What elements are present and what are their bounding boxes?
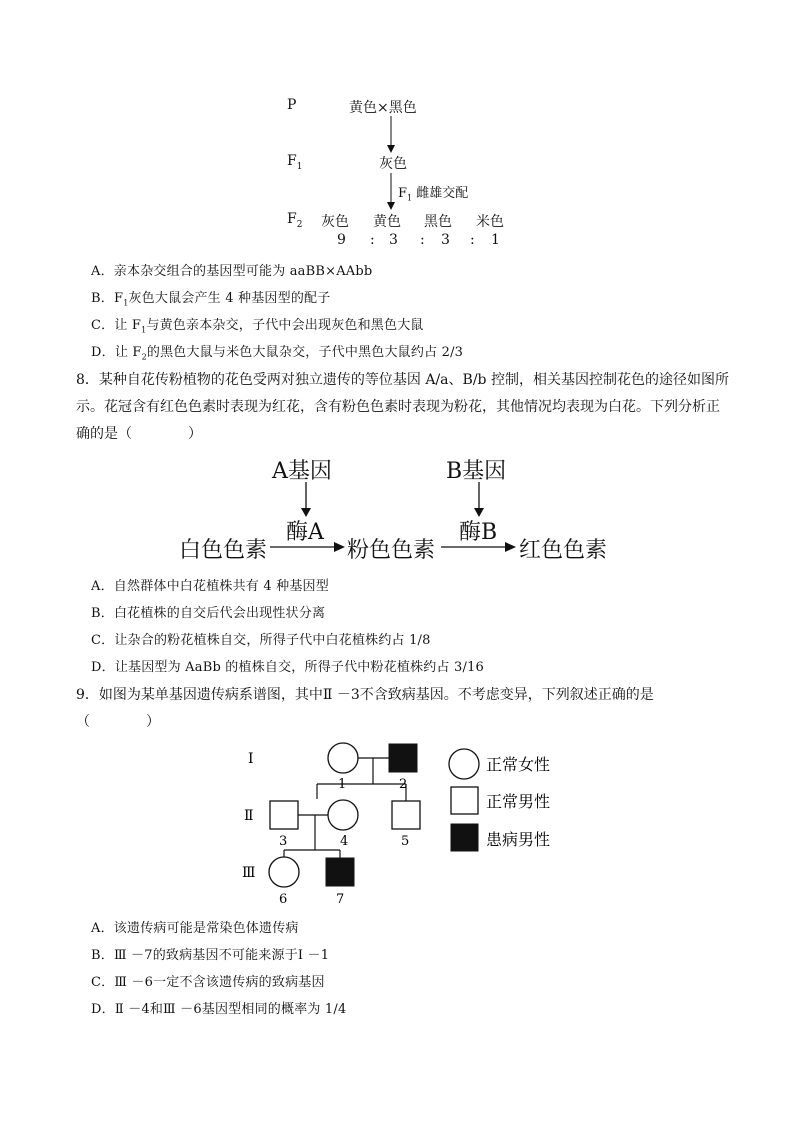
individual-number: 1 — [338, 777, 347, 792]
cross-arrow-2 — [384, 173, 398, 211]
q9-option-b: B．Ⅲ －7的致病基因不可能来源于Ⅰ －1 — [91, 948, 330, 963]
legend-affected-male-symbol — [451, 824, 478, 851]
p-cross-text: 黄色×黑色 — [349, 100, 417, 116]
individual-number: 4 — [340, 834, 349, 849]
legend-normal-male-symbol — [451, 787, 478, 814]
f2-phenotype: 灰色 — [321, 214, 349, 230]
pedigree-i1-normal-female — [328, 743, 358, 773]
legend-affected-male-label: 患病男性 — [486, 830, 551, 849]
q9-stem-line: （ ） — [76, 714, 160, 730]
f1-generation-label: $F_1$ — [287, 153, 303, 172]
q8-option-c: C．让杂合的粉花植株自交，所得子代中白花植株约占 1/8 — [91, 633, 431, 648]
enzyme-b-label: 酶B — [459, 520, 498, 545]
q7-option-b: B．$F_1$灰色大鼠会产生 4 种基因型的配子 — [91, 291, 331, 308]
q7-option-a: A．亲本杂交组合的基因型可能为 aaBB×AAbb — [91, 264, 373, 279]
generation-label: Ⅰ — [248, 751, 254, 767]
f2-generation-label: $F_2$ — [287, 211, 303, 230]
p-generation-label: P — [287, 97, 297, 113]
generation-label: Ⅱ — [244, 808, 254, 824]
q8-stem-line: 示。花冠含有红色色素时表现为红花，含有粉色色素时表现为粉花，其他情况均表现为白花。下列分析正 — [76, 399, 720, 415]
individual-number: 6 — [279, 892, 288, 907]
white-pigment-label: 白色色素 — [179, 538, 268, 563]
q9-option-d: D．Ⅱ －4和Ⅲ －6基因型相同的概率为 1/4 — [91, 1002, 347, 1017]
ratio-separator: : — [370, 232, 375, 248]
gene-b-arrow — [472, 482, 486, 518]
reaction-arrow-2 — [441, 540, 517, 554]
ratio-value: 3 — [389, 232, 398, 248]
mating-label: $F_1$ 雌雄交配 — [398, 186, 469, 203]
pedigree-ii5-normal-male — [392, 801, 420, 829]
q8-option-d: D．让基因型为 AaBb 的植株自交，所得子代中粉花植株约占 3/16 — [91, 660, 485, 675]
q7-option-c: C．让 $F_1$与黄色亲本杂交，子代中会出现灰色和黑色大鼠 — [91, 318, 424, 335]
pedigree-iii7-affected-male — [326, 858, 354, 886]
q9-option-c: C．Ⅲ －6一定不含该遗传病的致病基因 — [91, 975, 325, 990]
ratio-value: 3 — [441, 232, 450, 248]
ratio-separator: : — [470, 232, 475, 248]
individual-number: 3 — [279, 834, 288, 849]
cross-arrow-1 — [384, 116, 398, 154]
q7-option-d: D．让 $F_2$的黑色大鼠与米色大鼠杂交，子代中黑色大鼠约占 2/3 — [91, 345, 464, 362]
gene-a-label: A基因 — [272, 459, 332, 484]
gene-a-arrow — [299, 482, 313, 518]
f2-phenotype: 黑色 — [424, 214, 452, 230]
ratio-value: 1 — [491, 232, 500, 248]
q9-stem-line: 9．如图为某单基因遗传病系谱图，其中Ⅱ －3不含致病基因。不考虑变异，下列叙述正确的是 — [76, 687, 654, 703]
legend-normal-male-label: 正常男性 — [486, 792, 551, 811]
legend-normal-female-symbol — [449, 749, 479, 779]
f2-phenotype: 黄色 — [373, 214, 401, 230]
legend-normal-female-label: 正常女性 — [486, 755, 551, 774]
individual-number: 7 — [336, 892, 345, 907]
individual-number: 2 — [399, 777, 408, 792]
pink-pigment-label: 粉色色素 — [347, 538, 436, 563]
q9-option-a: A．该遗传病可能是常染色体遗传病 — [91, 921, 299, 936]
pedigree-ii4-normal-female — [328, 800, 358, 830]
ratio-value: 9 — [337, 232, 346, 248]
q8-stem-line: 确的是（ ） — [76, 426, 202, 442]
f2-phenotype: 米色 — [476, 214, 504, 230]
pedigree-i2-affected-male — [389, 744, 417, 772]
pedigree-chart — [230, 735, 570, 910]
f1-phenotype: 灰色 — [379, 156, 407, 172]
pedigree-ii3-normal-male — [270, 801, 298, 829]
ratio-separator: : — [420, 232, 425, 248]
red-pigment-label: 红色色素 — [519, 538, 608, 563]
q8-option-a: A．自然群体中白花植株共有 4 种基因型 — [91, 579, 329, 594]
reaction-arrow-1 — [270, 540, 346, 554]
individual-number: 5 — [401, 834, 410, 849]
pedigree-iii6-normal-female — [269, 857, 299, 887]
q8-option-b: B．白花植株的自交后代会出现性状分离 — [91, 606, 326, 621]
q8-stem-line: 8．某种自花传粉植物的花色受两对独立遗传的等位基因 A/a、B/b 控制，相关基因控制花色的途径如图所 — [76, 372, 729, 388]
enzyme-a-label: 酶A — [286, 520, 324, 545]
gene-b-label: B基因 — [446, 459, 507, 484]
generation-label: Ⅲ — [242, 865, 256, 881]
